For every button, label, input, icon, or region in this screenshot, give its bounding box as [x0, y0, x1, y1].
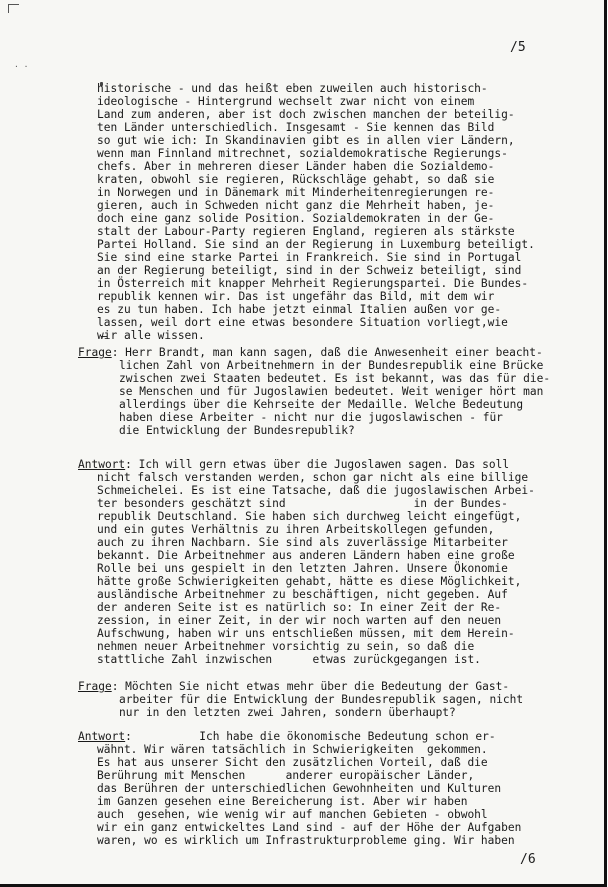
text-line: zession, in einer Zeit, in der wir noch warten auf den neuen [97, 614, 502, 627]
text-line: wir alle wissen. [97, 329, 205, 342]
text-line: es zu tun haben. Ich habe jetzt einmal Italien außen vor ge- [97, 303, 502, 316]
text-line: wir ein ganz entwickeltes Land sind - auf der Höhe der Aufgaben [97, 821, 522, 834]
text-line: lichen Zahl von Arbeitnehmern in der Bundesrepublik eine Brücke [119, 359, 544, 372]
text-line: republik Deutschland. Sie haben sich durchweg leicht eingefügt, [97, 510, 522, 523]
text-line: allerdings über die Kehrseite der Medaille. Welche Bedeutung [119, 398, 524, 411]
text-line: zwischen zwei Staaten bedeutet. Es ist bekannt, was das für die- [119, 372, 551, 385]
question-label: Frage [78, 346, 112, 359]
text-line: Schmeichelei. Es ist eine Tatsache, daß die jugoslawischen Arbei- [97, 484, 535, 497]
text-line: kraten, obwohl sie regieren, Rückschläge gehabt, so daß sie [97, 173, 495, 186]
question-line: Frage: Herr Brandt, man kann sagen, daß die Anwesenheit einer beacht- [78, 346, 543, 359]
text-line: in Norwegen und in Dänemark mit Minderheitenregierungen re- [97, 186, 495, 199]
page-number-top: /5 [510, 40, 526, 55]
text-line: lassen, weil dort eine etwas besondere Situation vorliegt,wie [97, 316, 508, 329]
text-line: und ein gutes Verhältnis zu ihren Arbeitskollegen gefunden, [97, 523, 495, 536]
text-line: der anderen Seite ist es natürlich so: In einer Zeit der Re- [97, 601, 502, 614]
text-line: ter besonders geschätzt sind in der Bundes- [97, 497, 508, 510]
text-line: Es hat aus unserer Sicht den zusätzlichen Vorteil, daß die [97, 756, 488, 769]
text-line: die Entwicklung der Bundesrepublik? [119, 424, 355, 437]
text-line: Berührung mit Menschen anderer europäischer Länder, [97, 769, 475, 782]
text-line: an der Regierung beteiligt, sind in der Schweiz beteiligt, sind [97, 264, 522, 277]
text-line: das Berühren der unterschiedlichen Gewohnheiten und Kulturen [97, 782, 502, 795]
text-line: bekannt. Die Arbeitnehmer aus anderen Ländern haben eine große [97, 549, 515, 562]
text-line: ten Länder unterschiedlich. Insgesamt - Sie kennen das Bild [97, 121, 495, 134]
text-line: stalt der Labour-Party regieren England, regieren als stärkste [97, 225, 515, 238]
staple-mark [8, 4, 19, 13]
text-line: arbeiter für die Entwicklung der Bundesrepublik sagen, nicht [119, 693, 524, 706]
text-line: doch eine ganz solide Position. Sozialdemokraten in der Ge- [97, 212, 495, 225]
text-line: nicht falsch verstanden werden, schon gar nicht als eine billige [97, 471, 529, 484]
text-line: historische - und das heißt eben zuweilen auch historisch- [97, 82, 488, 95]
text-line: auch gesehen, wie wenig wir auf manchen Gebieten - obwohl [97, 808, 488, 821]
page-number-bottom: /6 [520, 852, 536, 867]
answer-line: Antwort: Ich will gern etwas über die Jugoslawen sagen. Das soll [78, 458, 510, 471]
text-line: haben diese Arbeiter - nicht nur die jugoslawischen - für [119, 411, 503, 424]
question-line: Frage: Möchten Sie nicht etwas mehr über die Bedeutung der Gast- [78, 680, 510, 693]
text-line: im Ganzen gesehen eine Bereicherung ist. Aber wir haben [97, 795, 468, 808]
text-line: Sie sind eine starke Partei in Frankreich. Sie sind in Portugal [97, 251, 522, 264]
margin-dots: · · [14, 62, 29, 71]
text-line: Land zum anderen, aber ist doch zwischen manchen der beteilig- [97, 108, 515, 121]
text-line: wenn man Finnland mitrechnet, sozialdemokratische Regierungs- [97, 147, 508, 160]
text-line: so gut wie ich: In Skandinavien gibt es in allen vier Ländern, [97, 134, 515, 147]
text-line: wähnt. Wir wären tatsächlich in Schwierigkeiten gekommen. [97, 743, 488, 756]
text-line: Aufschwung, haben wir uns entschließen müssen, mit dem Herein- [97, 627, 515, 640]
text-line: hätte große Schwierigkeiten gehabt, hätte es diese Möglichkeit, [97, 575, 522, 588]
text-line: in Österreich mit knapper Mehrheit Regierungspartei. Die Bundes- [97, 277, 529, 290]
text-line: chefs. Aber in mehreren dieser Länder haben die Sozialdemo- [97, 160, 495, 173]
text-line: auch zu ihren Nachbarn. Sie sind als zuverlässige Mitarbeiter [97, 536, 508, 549]
answer-line: Antwort: Ich habe die ökonomische Bedeutung schon er- [78, 730, 496, 743]
text-line: gieren, auch in Schweden nicht ganz die Mehrheit haben, je- [97, 199, 495, 212]
text-line: nehmen neuer Arbeitnehmer vorsichtig zu sein, so daß die [97, 640, 475, 653]
text-line: waren, wo es wirklich um Infrastrukturprobleme ging. Wir haben [97, 834, 515, 847]
question-label: Frage [78, 680, 112, 693]
answer-label: Antwort [78, 458, 126, 471]
answer-label: Antwort [78, 730, 126, 743]
text-line: republik kennen wir. Das ist ungefähr das Bild, mit dem wir [97, 290, 495, 303]
text-line: nur in den letzten zwei Jahren, sondern überhaupt? [119, 706, 456, 719]
text-line: Rolle bei uns gespielt in den letzten Jahren. Unsere Ökonomie [97, 562, 508, 575]
text-line: ausländische Arbeitnehmer zu beschäftigen, nicht gegeben. Auf [97, 588, 508, 601]
text-line: stattliche Zahl inzwischen etwas zurückgegangen ist. [97, 653, 481, 666]
text-line: Partei Holland. Sie sind an der Regierung in Luxemburg beteiligt. [97, 238, 535, 251]
text-line: se Menschen und für Jugoslawien bedeutet. Weit weniger hört man [119, 385, 544, 398]
text-line: ideologische - Hintergrund wechselt zwar nicht von einem [97, 95, 475, 108]
